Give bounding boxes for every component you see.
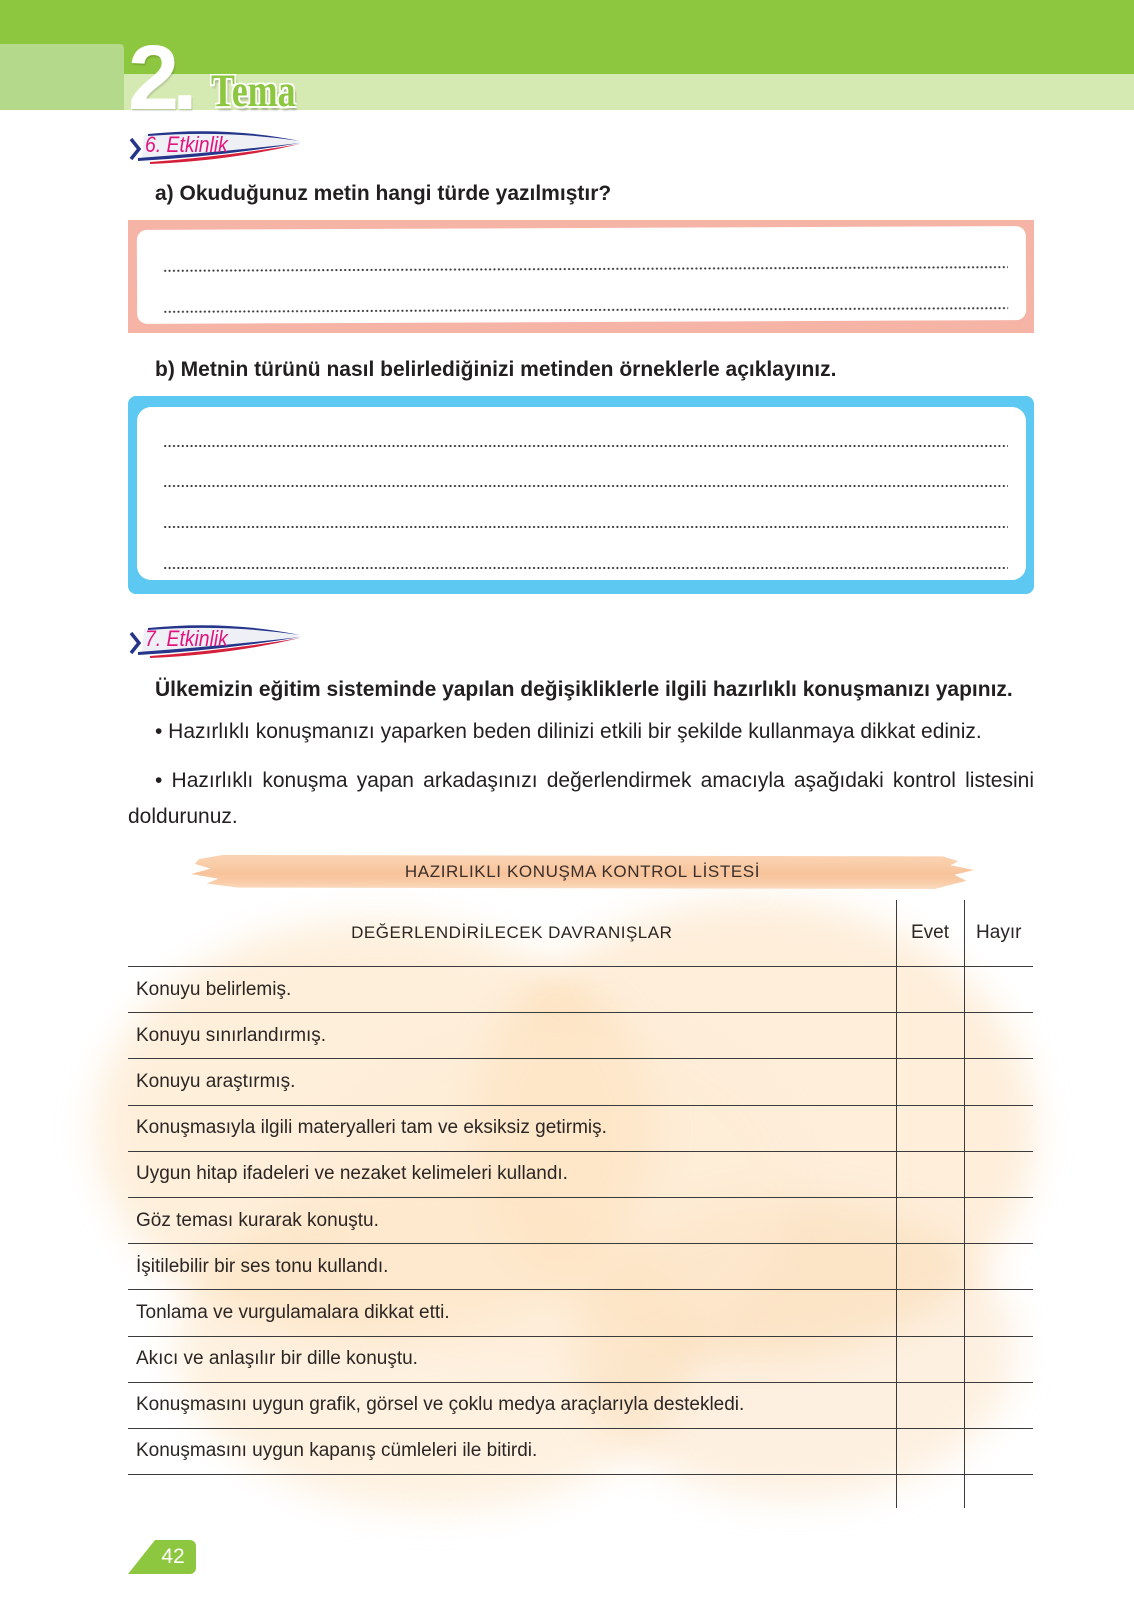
theme-number: 2. [128,27,191,129]
bullet-2-line-2: doldurunuz. [128,805,238,828]
behavior-cell: Tonlama ve vurgulamalara dikkat etti. [128,1290,896,1336]
answer-area-b [137,407,1026,580]
yes-cell [896,1290,964,1336]
table-row [128,967,1033,1013]
no-cell [964,1013,1033,1059]
yes-cell [896,1059,964,1105]
activity-6-label [128,126,303,166]
behavior-cell: Göz teması kurarak konuştu. [128,1197,896,1243]
column-header-no: Hayır [964,900,1033,967]
page-number: 42 [161,1545,185,1568]
tail-cell [896,1475,964,1509]
table-row [128,1013,1033,1059]
activity-7-title: 7. Etkinlik [145,626,228,651]
bullet-2-line-1: • Hazırlıklı konuşma yapan arkadaşınızı değerlendirmek amacıyla aşağıdaki kontrol listesini [155,769,1034,792]
no-cell [964,1244,1033,1290]
no-cell [964,1336,1033,1382]
table-row [128,1290,1033,1336]
answer-line [163,444,1008,448]
answer-box-a [128,220,1034,333]
tail-cell [964,1475,1033,1509]
behavior-cell: Konuşmasını uygun kapanış cümleleri ile bitirdi. [128,1428,896,1474]
answer-line [163,525,1008,529]
table-row [128,1059,1033,1105]
yes-cell [896,1336,964,1382]
table-header-row [128,900,1033,967]
yes-cell [896,967,964,1013]
tail-cell [128,1475,896,1509]
behavior-cell: Uygun hitap ifadeleri ve nezaket kelimeleri kullandı. [128,1151,896,1197]
activity-7-instruction: Ülkemizin eğitim sisteminde yapılan değişikliklerle ilgili hazırlıklı konuşmanızı yapınız. [155,678,1013,701]
answer-area-a [137,226,1026,324]
table-row [128,1151,1033,1197]
answer-line [163,566,1008,570]
no-cell [964,1428,1033,1474]
checklist-title: HAZIRLIKLI KONUŞMA KONTROL LİSTESİ [404,862,761,881]
yes-cell [896,1197,964,1243]
theme-tab [0,44,124,110]
yes-cell [896,1382,964,1428]
table-tail [128,1475,1033,1509]
activity-6-title: 6. Etkinlik [145,132,228,157]
table-row [128,1382,1033,1428]
behavior-cell: Konuşmasıyla ilgili materyalleri tam ve eksiksiz getirmiş. [128,1105,896,1151]
table-row [128,1105,1033,1151]
behavior-cell: İşitilebilir bir ses tonu kullandı. [128,1244,896,1290]
no-cell [964,1290,1033,1336]
column-header-behaviors: DEĞERLENDİRİLECEK DAVRANIŞLAR [128,900,896,967]
answer-box-b [128,396,1034,594]
behavior-cell: Konuyu sınırlandırmış. [128,1013,896,1059]
answer-line [163,484,1008,488]
yes-cell [896,1013,964,1059]
yes-cell [896,1428,964,1474]
column-header-yes: Evet [896,900,964,967]
question-b: b) Metnin türünü nasıl belirlediğinizi metinden örneklerle açıklayınız. [155,358,837,381]
question-a: a) Okuduğunuz metin hangi türde yazılmıştır? [155,182,612,205]
theme-label: Tema [211,64,296,117]
no-cell [964,1105,1033,1151]
table-row [128,1197,1033,1243]
table-row [128,1336,1033,1382]
no-cell [964,1151,1033,1197]
checklist-table [128,900,1033,1508]
behavior-cell: Konuyu belirlemiş. [128,967,896,1013]
yes-cell [896,1244,964,1290]
chevron-right-icon [131,139,139,159]
no-cell [964,1197,1033,1243]
no-cell [964,1059,1033,1105]
table-row [128,1428,1033,1474]
no-cell [964,1382,1033,1428]
behavior-cell: Konuyu araştırmış. [128,1059,896,1105]
no-cell [964,967,1033,1013]
behavior-cell: Akıcı ve anlaşılır bir dille konuştu. [128,1336,896,1382]
behavior-cell: Konuşmasını uygun grafik, görsel ve çoklu medya araçlarıyla destekledi. [128,1382,896,1428]
answer-line [163,306,1008,314]
answer-line [163,265,1008,273]
table-row [128,1244,1033,1290]
bullet-1: • Hazırlıklı konuşmanızı yaparken beden dilinizi etkili bir şekilde kullanmaya dikkat ediniz. [155,720,982,743]
yes-cell [896,1151,964,1197]
yes-cell [896,1105,964,1151]
activity-7-label [128,620,303,660]
chevron-right-icon [131,633,139,653]
bullet-2 [128,763,1034,835]
